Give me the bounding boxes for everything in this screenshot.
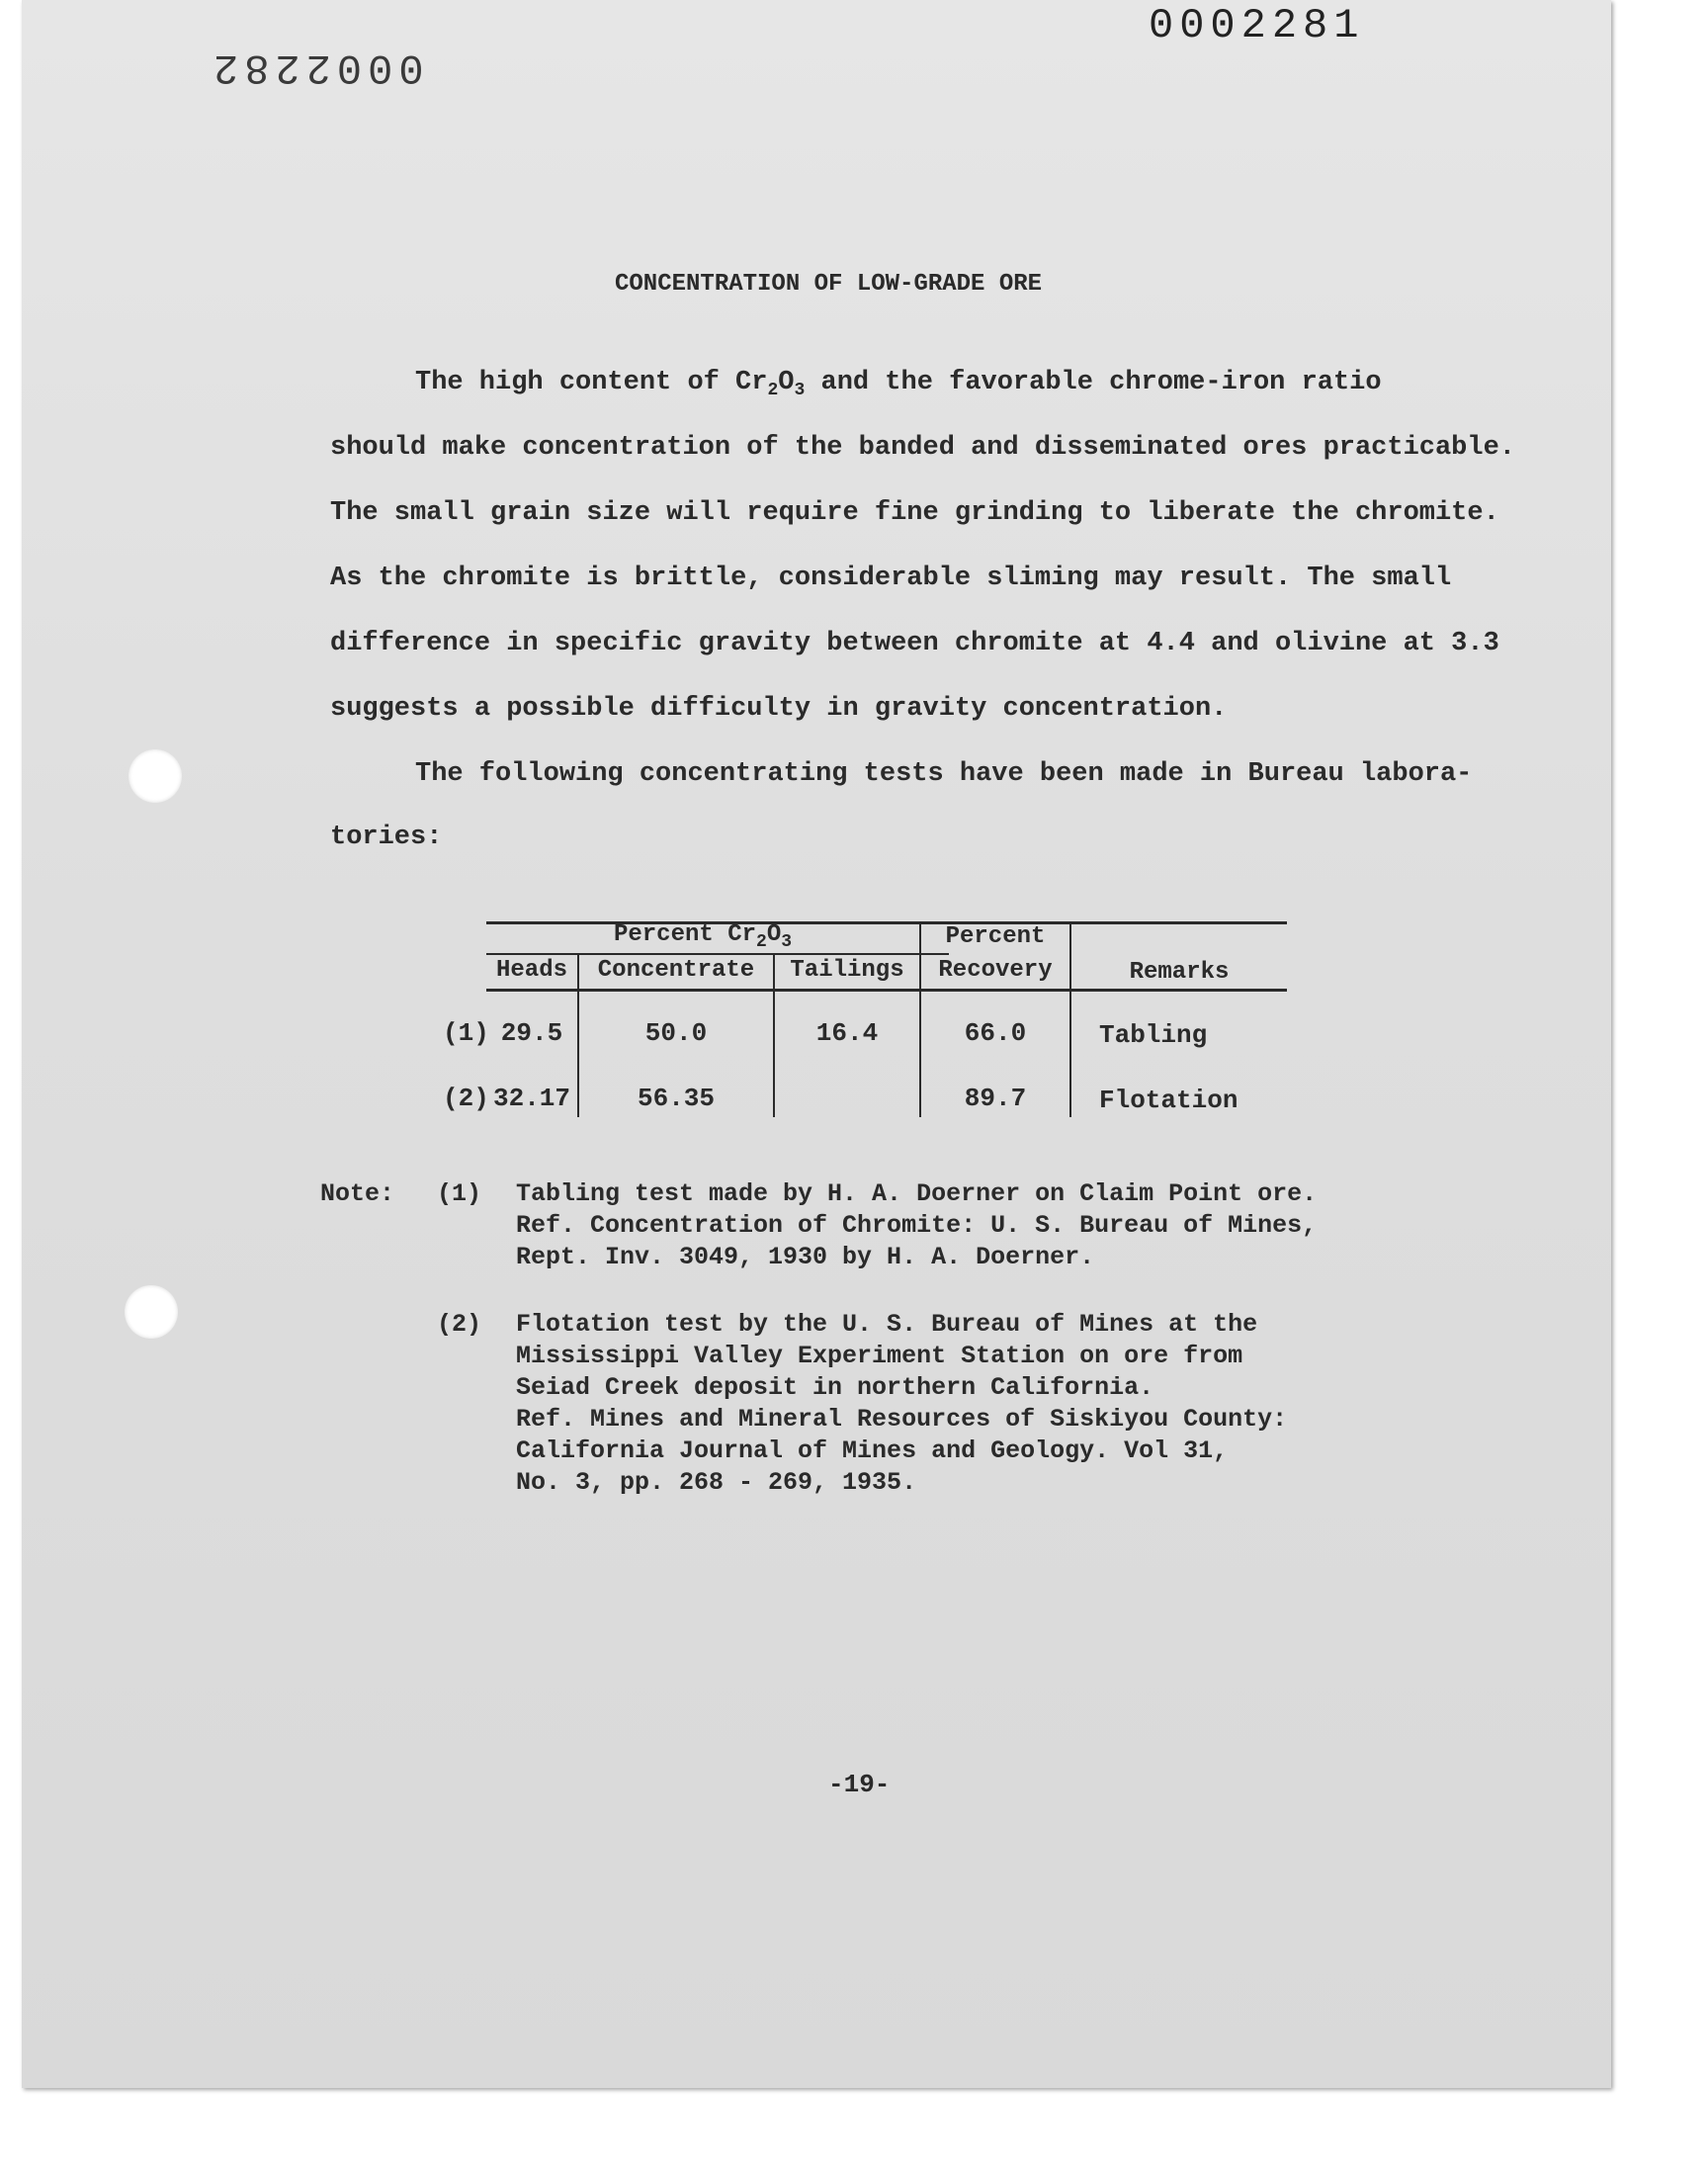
note-1-line-3: Rept. Inv. 3049, 1930 by H. A. Doerner. (516, 1243, 1095, 1271)
page-title: CONCENTRATION OF LOW-GRADE ORE (615, 271, 1043, 298)
row-number: (1) (443, 1018, 489, 1048)
mirrored-stamp-number: 0002282 (208, 44, 424, 91)
note-2-line-1: Flotation test by the U. S. Bureau of Mines at the (516, 1310, 1258, 1339)
header-concentrate: Concentrate (597, 957, 755, 984)
subscript: 3 (794, 381, 806, 400)
cell-heads: 32.17 (492, 1084, 570, 1113)
header-remarks: Remarks (1129, 959, 1230, 986)
note-2-line-5: California Journal of Mines and Geology. Vol 31, (516, 1436, 1229, 1465)
cell-heads: 29.5 (500, 1018, 563, 1048)
cell-recovery: 89.7 (964, 1084, 1027, 1113)
cell-remarks: Flotation (1099, 1086, 1238, 1115)
text-segment: and the favorable chrome-iron ratio (805, 368, 1382, 397)
note-2-line-4: Ref. Mines and Mineral Resources of Siskiyou County: (516, 1405, 1288, 1434)
subscript: 3 (781, 932, 793, 952)
group-header-percent-cr2o3 (486, 921, 919, 952)
header-recovery: Recovery (938, 957, 1053, 984)
page-number: -19- (828, 1770, 891, 1799)
punch-hole-icon (128, 749, 182, 803)
header-tailings: Tailings (790, 957, 904, 984)
header-heads: Heads (495, 957, 567, 984)
paragraph-1-line-4: As the chromite is brittle, considerable sliming may result. The small (330, 564, 1452, 593)
text-segment: The high content of Cr (415, 368, 768, 397)
cell-tailings: 16.4 (815, 1018, 879, 1048)
page-stamp-number: 0002281 (1149, 2, 1365, 49)
paragraph-1-line-6: suggests a possible difficulty in gravity concentration. (330, 694, 1228, 724)
note-1-line-1: Tabling test made by H. A. Doerner on Claim Point ore. (516, 1179, 1318, 1208)
text-segment: O (766, 921, 782, 948)
group-header-rule (486, 953, 949, 955)
note-2-line-3: Seiad Creek deposit in northern California. (516, 1373, 1154, 1402)
note-1-line-2: Ref. Concentration of Chromite: U. S. Bureau of Mines, (516, 1211, 1318, 1240)
cell-remarks: Tabling (1099, 1020, 1208, 1050)
note-1-number: (1) (437, 1179, 482, 1208)
text-segment: Percent Cr (613, 921, 756, 948)
note-2-line-2: Mississippi Valley Experiment Station on ore from (516, 1342, 1243, 1370)
row-number: (2) (443, 1084, 489, 1113)
subscript: 2 (756, 932, 767, 952)
paragraph-1-line-3: The small grain size will require fine grinding to liberate the chromite. (330, 498, 1499, 528)
note-2-line-6: No. 3, pp. 268 - 269, 1935. (516, 1468, 917, 1497)
column-divider (1069, 921, 1071, 1117)
cell-recovery: 66.0 (964, 1018, 1027, 1048)
paragraph-2-line-1: The following concentrating tests have been made in Bureau labora- (415, 759, 1473, 789)
paragraph-1-line-5: difference in specific gravity between chromite at 4.4 and olivine at 3.3 (330, 629, 1499, 658)
cell-concentrate: 50.0 (644, 1018, 708, 1048)
text-segment: O (778, 368, 795, 397)
document-page (22, 0, 1611, 2088)
paragraph-2-line-2: tories: (330, 823, 443, 852)
cell-concentrate: 56.35 (637, 1084, 715, 1113)
paragraph-1-line-1 (415, 368, 1382, 400)
note-label: Note: (320, 1179, 395, 1208)
note-2-number: (2) (437, 1310, 482, 1339)
subscript: 2 (767, 381, 779, 400)
header-bottom-rule (486, 989, 1287, 992)
header-percent: Percent (945, 923, 1046, 950)
paragraph-1-line-2: should make concentration of the banded and disseminated ores practicable. (330, 433, 1515, 463)
punch-hole-icon (125, 1285, 178, 1339)
